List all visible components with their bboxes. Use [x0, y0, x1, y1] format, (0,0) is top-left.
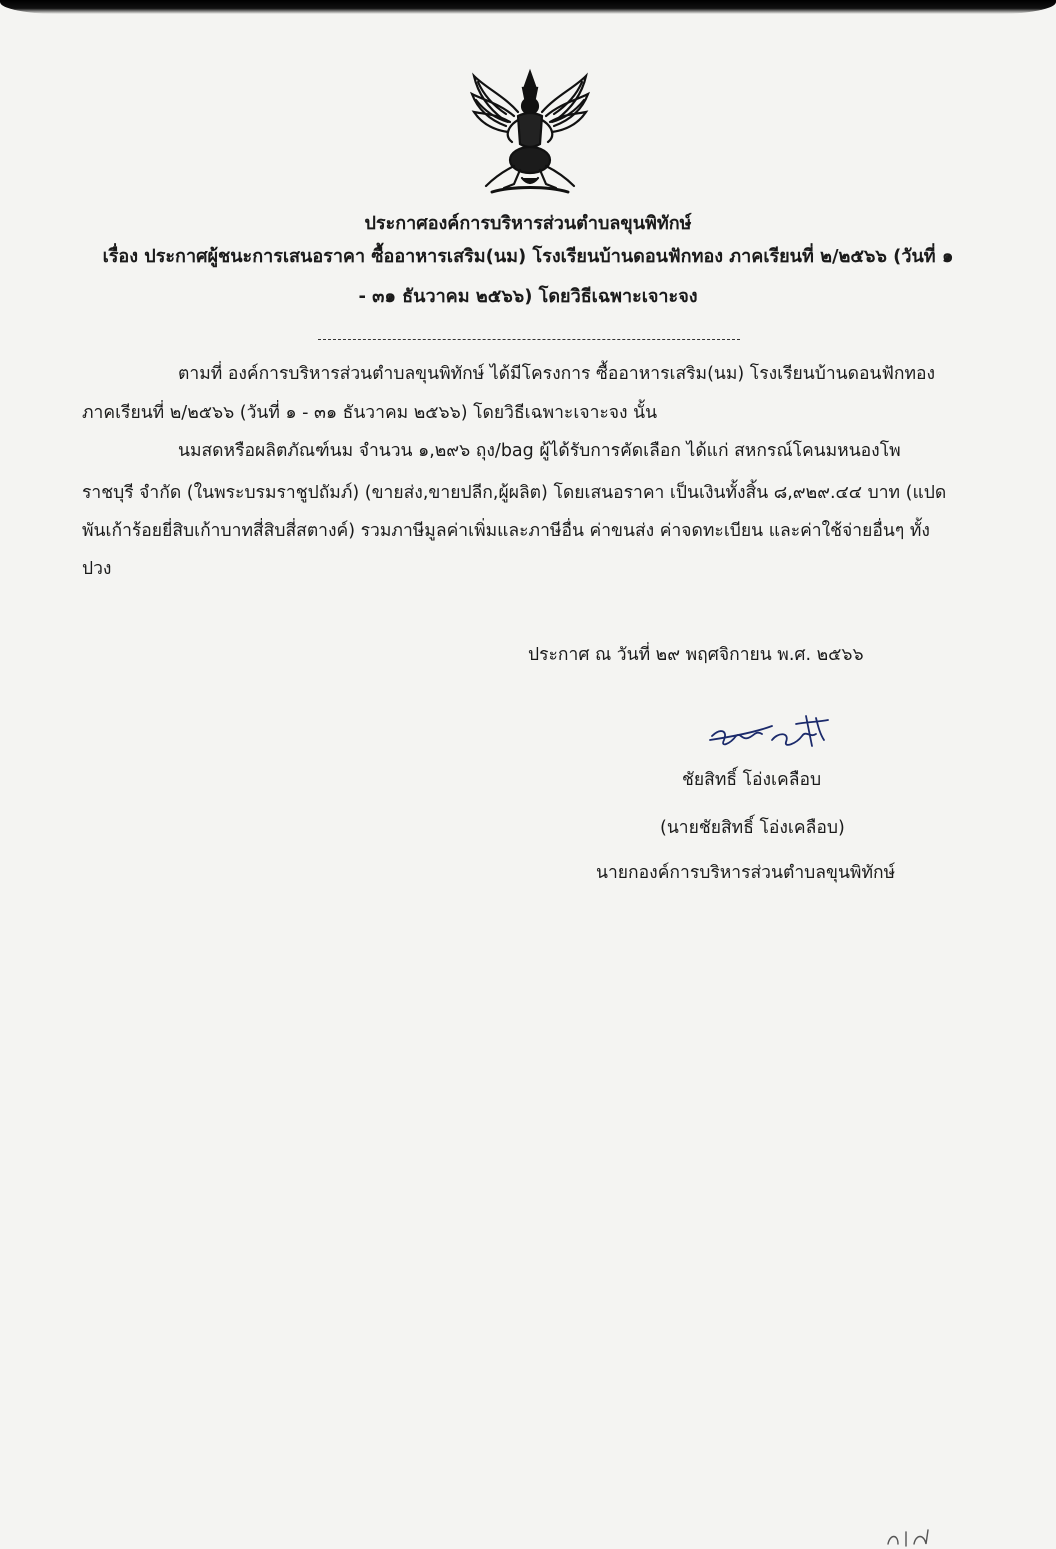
signer-name: ชัยสิทธิ์ โอ่งเคลือบ — [682, 770, 822, 790]
subject-line-1: เรื่อง ประกาศผู้ชนะการเสนอราคา ซื้ออาหารเสริม(นม) โรงเรียนบ้านดอนฟักทอง ภาคเรียนที่ ๒/๒๕๖๖ (วันที่ ๑ — [102, 246, 954, 267]
signer-position: นายกองค์การบริหารส่วนตำบลขุนพิทักษ์ — [596, 863, 896, 883]
handwritten-signature — [706, 710, 832, 756]
paragraph2-line-1: นมสดหรือผลิตภัณฑ์นม จำนวน ๑,๒๙๖ ถุง/bag ผู้ได้รับการคัดเลือก ได้แก่ สหกรณ์โคนมหนองโพ — [178, 441, 901, 461]
subject-line-2: - ๓๑ ธันวาคม ๒๕๖๖) โดยวิธีเฉพาะเจาะจง — [358, 286, 698, 307]
paragraph1-line-1: ตามที่ องค์การบริหารส่วนตำบลขุนพิทักษ์ ได้มีโครงการ ซื้ออาหารเสริม(นม) โรงเรียนบ้านดอนฟักทอง — [178, 364, 936, 384]
garuda-emblem-icon — [468, 66, 592, 200]
paragraph2-line-4: ปวง — [82, 559, 112, 579]
announcement-date: ประกาศ ณ วันที่ ๒๙ พฤศจิกายน พ.ศ. ๒๕๖๖ — [528, 645, 864, 665]
paragraph2-line-2: ราชบุรี จำกัด (ในพระบรมราชูปถัมภ์) (ขายส่ง,ขายปลีก,ผู้ผลิต) โดยเสนอราคา เป็นเงินทั้งสิ้น ๘,๙๒๙.๔๔ บาท (แปด — [82, 483, 947, 503]
header-divider — [318, 339, 740, 340]
paragraph2-line-3: พันเก้าร้อยยี่สิบเก้าบาทสี่สิบสี่สตางค์) รวมภาษีมูลค่าเพิ่มและภาษีอื่น ค่าขนส่ง ค่าจดทะเบียน และค่าใช้จ่ายอื่นๆ ทั้ง — [82, 521, 930, 541]
handwritten-corner-mark — [884, 1524, 944, 1548]
signer-full-name: (นายชัยสิทธิ์ โอ่งเคลือบ) — [660, 818, 845, 838]
paragraph1-line-2: ภาคเรียนที่ ๒/๒๕๖๖ (วันที่ ๑ - ๓๑ ธันวาคม ๒๕๖๖) โดยวิธีเฉพาะเจาะจง นั้น — [82, 403, 658, 423]
organization-title: ประกาศองค์การบริหารส่วนตำบลขุนพิทักษ์ — [364, 213, 692, 234]
